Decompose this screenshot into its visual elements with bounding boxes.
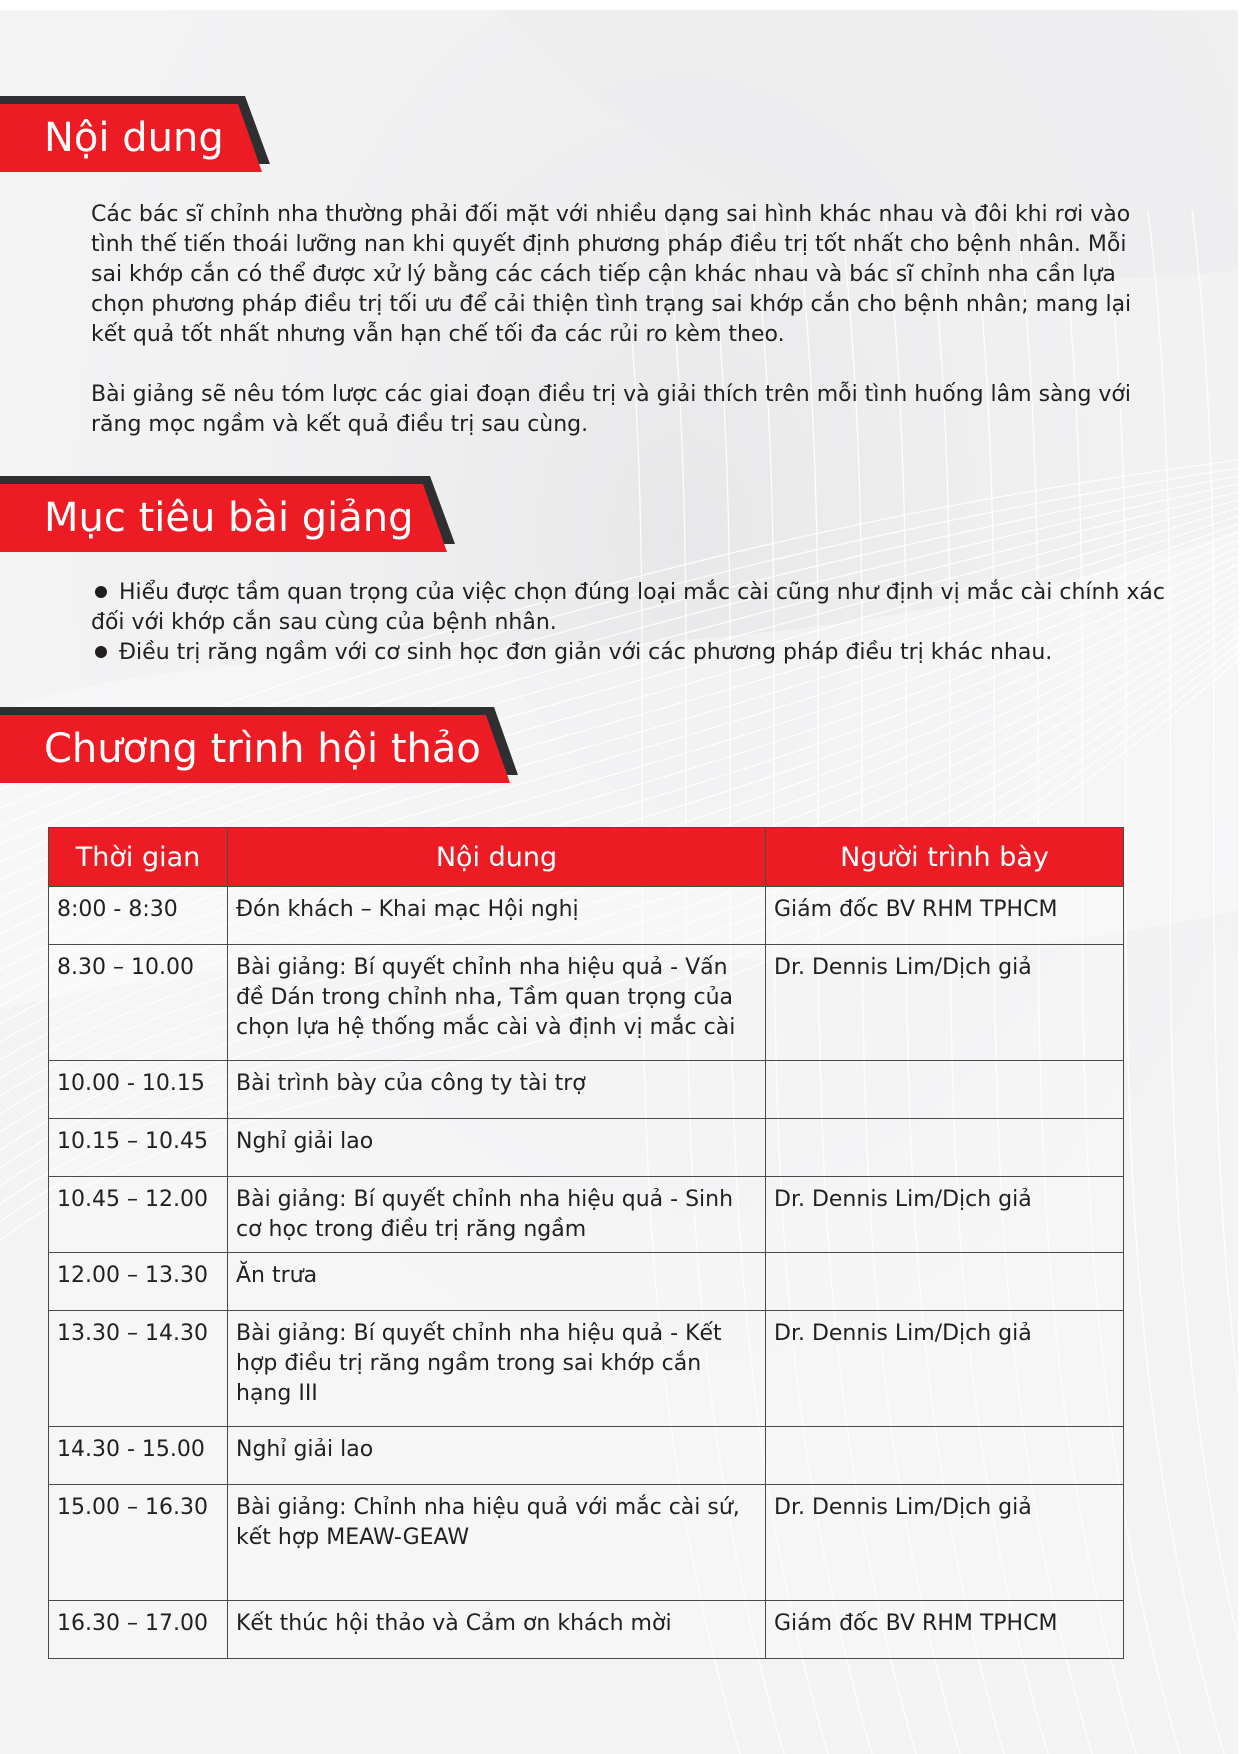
cell-content: Bài giảng: Bí quyết chỉnh nha hiệu quả - Sinh cơ học trong điều trị răng ngầm <box>228 1177 766 1253</box>
table-row <box>49 1253 1124 1311</box>
program-table <box>48 827 1124 1659</box>
section-header-content <box>0 96 270 172</box>
content-paragraph-1: Các bác sĩ chỉnh nha thường phải đối mặt với nhiều dạng sai hình khác nhau và đôi khi rơi vào tình thế tiến thoái lưỡng nan khi quyết định phương pháp điều trị tốt nhất cho bệnh nhân. Mỗi sai khớp cắn có thể được xử lý bằng các cách tiếp cận khác nhau và bác sĩ chỉnh nha cần lựa chọn phương pháp điều trị tối ưu để cải thiện tình trạng sai khớp cắn cho bệnh nhân; mang lại kết quả tốt nhất nhưng vẫn hạn chế tối đa các rủi ro kèm theo. <box>91 202 1132 347</box>
table-row <box>49 945 1124 1061</box>
cell-presenter <box>766 1061 1124 1119</box>
cell-time: 16.30 – 17.00 <box>49 1601 228 1659</box>
cell-time: 10.45 – 12.00 <box>49 1177 228 1253</box>
cell-content: Bài giảng: Bí quyết chỉnh nha hiệu quả - Kết hợp điều trị răng ngầm trong sai khớp cắn hạng III <box>228 1311 766 1427</box>
cell-content: Bài giảng: Chỉnh nha hiệu quả với mắc cài sứ, kết hợp MEAW-GEAW <box>228 1485 766 1601</box>
cell-presenter <box>766 1119 1124 1177</box>
table-row <box>49 1119 1124 1177</box>
cell-presenter: Dr. Dennis Lim/Dịch giả <box>766 945 1124 1061</box>
column-header-presenter: Người trình bày <box>766 828 1124 887</box>
cell-presenter: Dr. Dennis Lim/Dịch giả <box>766 1177 1124 1253</box>
cell-time: 10.15 – 10.45 <box>49 1119 228 1177</box>
bullet-icon <box>95 646 107 658</box>
content-paragraph-2: Bài giảng sẽ nêu tóm lược các giai đoạn điều trị và giải thích trên mỗi tình huống lâm sàng với răng mọc ngầm và kết quả điều trị sau cùng. <box>91 382 1132 437</box>
section-header-objectives <box>0 476 455 552</box>
cell-time: 10.00 - 10.15 <box>49 1061 228 1119</box>
section-title-content: Nội dung <box>44 115 224 161</box>
cell-content: Đón khách – Khai mạc Hội nghị <box>228 887 766 945</box>
column-header-content: Nội dung <box>228 828 766 887</box>
table-row <box>49 1311 1124 1427</box>
column-header-time: Thời gian <box>49 828 228 887</box>
table-row <box>49 1601 1124 1659</box>
cell-presenter <box>766 1427 1124 1485</box>
cell-time: 12.00 – 13.30 <box>49 1253 228 1311</box>
cell-time: 8.30 – 10.00 <box>49 945 228 1061</box>
cell-content: Nghỉ giải lao <box>228 1119 766 1177</box>
cell-presenter: Dr. Dennis Lim/Dịch giả <box>766 1485 1124 1601</box>
table-row <box>49 1485 1124 1601</box>
objective-text-1: Hiểu được tầm quan trọng của việc chọn đúng loại mắc cài cũng như định vị mắc cài chính xác đối với khớp cắn sau cùng của bệnh nhân. <box>91 580 1165 635</box>
cell-content: Bài trình bày của công ty tài trợ <box>228 1061 766 1119</box>
cell-presenter: Giám đốc BV RHM TPHCM <box>766 1601 1124 1659</box>
cell-presenter: Giám đốc BV RHM TPHCM <box>766 887 1124 945</box>
table-header-row <box>49 828 1124 887</box>
table-row <box>49 887 1124 945</box>
objective-item-2 <box>91 638 1171 668</box>
bullet-icon <box>95 586 107 598</box>
cell-time: 13.30 – 14.30 <box>49 1311 228 1427</box>
table-row <box>49 1427 1124 1485</box>
cell-presenter <box>766 1253 1124 1311</box>
cell-content: Nghỉ giải lao <box>228 1427 766 1485</box>
section-title-program: Chương trình hội thảo <box>44 726 481 772</box>
cell-time: 8:00 - 8:30 <box>49 887 228 945</box>
cell-content: Ăn trưa <box>228 1253 766 1311</box>
cell-time: 14.30 - 15.00 <box>49 1427 228 1485</box>
cell-content: Bài giảng: Bí quyết chỉnh nha hiệu quả - Vấn đề Dán trong chỉnh nha, Tầm quan trọng của chọn lựa hệ thống mắc cài và định vị mắc cài <box>228 945 766 1061</box>
cell-presenter: Dr. Dennis Lim/Dịch giả <box>766 1311 1124 1427</box>
objective-text-2: Điều trị răng ngầm với cơ sinh học đơn giản với các phương pháp điều trị khác nhau. <box>119 640 1053 665</box>
section-header-program <box>0 707 518 783</box>
table-row <box>49 1061 1124 1119</box>
objective-item-1 <box>91 578 1171 638</box>
cell-content: Kết thúc hội thảo và Cảm ơn khách mời <box>228 1601 766 1659</box>
section-title-objectives: Mục tiêu bài giảng <box>44 495 414 541</box>
cell-time: 15.00 – 16.30 <box>49 1485 228 1601</box>
table-row <box>49 1177 1124 1253</box>
page <box>0 10 1238 1754</box>
